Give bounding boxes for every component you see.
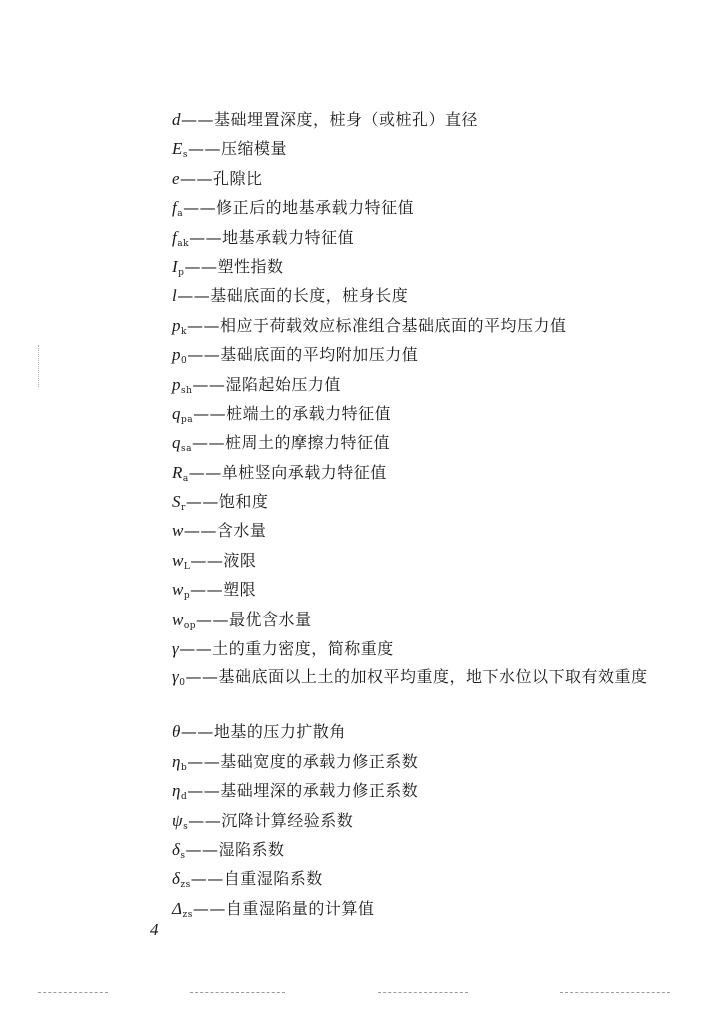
- symbol-entry: [172, 311, 672, 340]
- symbol-subscript: r: [181, 503, 186, 514]
- symbol: Δ: [172, 898, 183, 918]
- symbol-description: ——桩周土的摩擦力特征值: [191, 433, 390, 453]
- symbol-subscript: L: [183, 561, 191, 572]
- symbol-description: ——塑限: [190, 580, 257, 600]
- symbol-entry: [172, 546, 672, 575]
- symbol-description: ——基础底面以上土的加权平均重度，地下水位以下取有效重度: [185, 667, 648, 687]
- symbol-subscript: zs: [182, 909, 193, 920]
- symbol: f: [172, 227, 178, 247]
- symbol: e: [172, 168, 181, 188]
- symbol: ψ: [172, 810, 184, 830]
- symbol-description: ——桩端土的承载力特征值: [193, 403, 392, 423]
- symbol-entry: [172, 516, 672, 545]
- scan-edge-rule: [190, 992, 285, 993]
- symbol-subscript: sa: [181, 444, 192, 455]
- page-number: 4: [150, 920, 159, 939]
- symbol-subscript: p: [178, 267, 185, 278]
- symbol: f: [172, 198, 178, 218]
- symbol: R: [172, 462, 183, 482]
- scan-edge-rule: [38, 992, 108, 993]
- symbol-entry: [172, 340, 672, 369]
- symbol-entry: [172, 428, 672, 457]
- symbol: w: [172, 550, 184, 570]
- symbol-entry: [172, 223, 672, 252]
- symbol: δ: [172, 869, 181, 889]
- symbol: q: [172, 403, 181, 423]
- symbol-subscript: a: [182, 473, 189, 484]
- symbol-entry: [172, 134, 672, 163]
- symbol-entry: [172, 806, 672, 835]
- symbol-description: ——地基的压力扩散角: [180, 722, 346, 742]
- symbol-subscript: pa: [181, 414, 194, 425]
- symbol-entry: [172, 663, 672, 717]
- symbol: w: [172, 521, 184, 541]
- symbol-subscript: s: [182, 150, 189, 161]
- symbol-subscript: 0: [179, 678, 186, 689]
- symbol-entry: [172, 776, 672, 805]
- symbol: η: [172, 751, 181, 771]
- symbol-description: ——基础底面的长度，桩身长度: [177, 286, 409, 306]
- symbol-subscript: 0: [181, 356, 188, 367]
- symbol-entry: [172, 164, 672, 193]
- symbol-description: ——土的重力密度，简称重度: [179, 639, 394, 659]
- symbol: w: [172, 580, 184, 600]
- symbol-subscript: a: [177, 209, 184, 220]
- symbol-description: ——修正后的地基承载力特征值: [183, 198, 415, 218]
- symbol-description: ——基础埋置深度，桩身（或桩孔）直径: [181, 110, 479, 129]
- symbol-subscript: p: [183, 591, 191, 602]
- symbol-subscript: s: [183, 821, 189, 832]
- symbol-description: ——湿陷起始压力值: [192, 374, 341, 394]
- symbol-description: ——单桩竖向承载力特征值: [188, 462, 387, 482]
- symbol: p: [172, 374, 181, 394]
- symbol-description: ——基础底面的平均附加压力值: [187, 345, 419, 365]
- symbol-subscript: s: [180, 850, 186, 861]
- symbol-entry: [172, 487, 672, 516]
- symbol: S: [172, 492, 181, 512]
- symbol: d: [172, 110, 181, 129]
- symbol-subscript: zs: [180, 880, 191, 891]
- symbol-description: ——饱和度: [185, 492, 269, 512]
- symbol-entry: [172, 605, 672, 634]
- symbol-entry: [172, 399, 672, 428]
- symbol: γ: [172, 667, 180, 687]
- symbol: δ: [172, 839, 181, 859]
- scan-edge-rule: [560, 992, 670, 993]
- symbol: p: [172, 315, 181, 335]
- symbol-subscript: sh: [181, 385, 193, 396]
- symbol: l: [172, 286, 178, 306]
- binding-edge-marks: [38, 345, 41, 387]
- scan-edge-rule: [378, 992, 468, 993]
- symbol-description: ——自重湿陷量的计算值: [192, 898, 375, 918]
- symbol-description: ——自重湿陷系数: [190, 869, 323, 889]
- symbol-description: ——塑性指数: [184, 256, 284, 276]
- symbol-entry: [172, 634, 672, 663]
- symbol-entry: [172, 458, 672, 487]
- symbol-list: [172, 105, 672, 923]
- symbol-entry: [172, 894, 672, 923]
- symbol-description: ——最优含水量: [196, 609, 312, 629]
- symbol-entry: [172, 193, 672, 222]
- symbol-entry: [172, 370, 672, 399]
- symbol-entry: [172, 717, 672, 746]
- symbol-description: ——湿陷系数: [185, 839, 285, 859]
- symbol-entry: [172, 747, 672, 776]
- symbol: η: [172, 781, 181, 801]
- symbol: θ: [172, 722, 181, 742]
- symbol-entry: [172, 575, 672, 604]
- symbol: q: [172, 433, 181, 453]
- symbol-subscript: b: [180, 762, 188, 773]
- symbol-description: ——基础埋深的承载力修正系数: [187, 781, 419, 801]
- symbol-entry: [172, 864, 672, 893]
- symbol-entry: [172, 835, 672, 864]
- symbol-description: ——相应于荷载效应标准组合基础底面的平均压力值: [186, 315, 567, 335]
- symbol-description: ——液限: [190, 550, 257, 570]
- symbol-entry: [172, 281, 672, 310]
- symbol: γ: [172, 639, 180, 659]
- symbol-entry: [172, 252, 672, 281]
- symbol-subscript: d: [180, 792, 188, 803]
- symbol-description: ——基础宽度的承载力修正系数: [187, 751, 419, 771]
- symbol: w: [172, 609, 184, 629]
- symbol: E: [172, 139, 183, 159]
- symbol-subscript: op: [183, 620, 197, 631]
- symbol-subscript: ak: [177, 238, 190, 249]
- symbol-description: ——压缩模量: [188, 139, 288, 159]
- symbol-description: ——沉降计算经验系数: [188, 810, 354, 830]
- symbol: p: [172, 345, 181, 365]
- symbol-description: ——孔隙比: [180, 168, 263, 188]
- symbol-description: ——含水量: [183, 521, 267, 541]
- symbol: I: [172, 256, 179, 276]
- symbol-entry: [172, 105, 672, 134]
- symbol-subscript: k: [181, 326, 187, 337]
- symbol-description: ——地基承载力特征值: [189, 227, 355, 247]
